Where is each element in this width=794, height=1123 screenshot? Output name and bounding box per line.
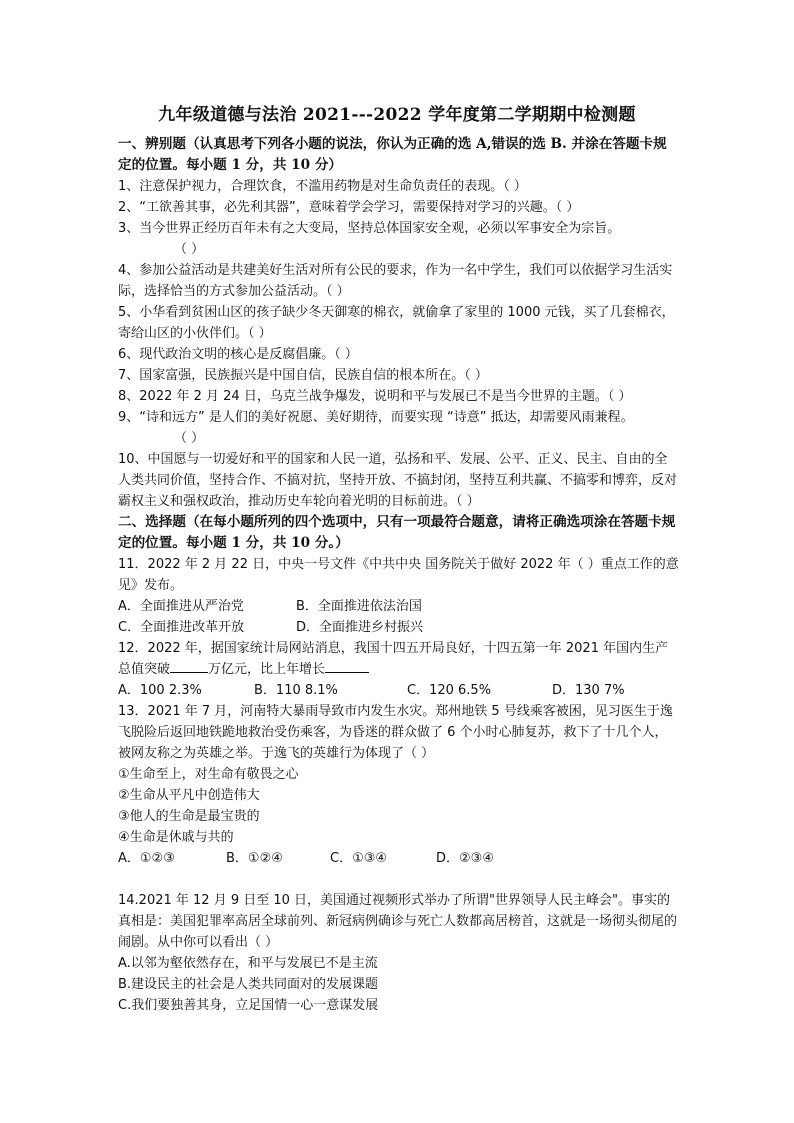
question-8: 8、2022 年 2 月 24 日，乌克兰战争爆发，说明和平与发展已不是当今世界的主题。（ ） xyxy=(118,389,632,404)
option-a: A．①②③ xyxy=(118,851,175,866)
question-6: 6、现代政治文明的核心是反腐倡廉。（ ） xyxy=(118,347,358,362)
question-11: 11．2022 年 2 月 22 日，中央一号文件《中共中央 国务院关于做好 2022 年（ ）重点工作的意见》发布。 xyxy=(118,557,679,593)
question-4: 4、参加公益活动是共建美好生活对所有公民的要求，作为一名中学生，我们可以依据学习生活实际，选择恰当的方式参加公益活动。（ ） xyxy=(118,263,673,299)
answer-blank xyxy=(170,659,208,673)
option-a: A．100 2.3% xyxy=(118,683,202,698)
statement-2: ②生命从平凡中创造伟大 xyxy=(118,788,260,803)
question-10: 10、中国愿与一切爱好和平的国家和人民一道，弘扬和平、发展、公平、正义、民主、自由的全人类共同价值，坚持合作、不搞对抗，坚持开放、不搞封闭，坚持互利共赢、不搞零和博弈，反对霸权主义和强权政治，推动历史车轮向着光明的目标前进。（ ） xyxy=(118,452,678,509)
section1-heading: 一、辨别题（认真思考下列各小题的说法，你认为正确的选 A,错误的选 B. 并涂在答题卡规定的位置。每小题 1 分，共 10 分） xyxy=(118,136,667,173)
question-13: 13．2021 年 7 月，河南特大暴雨导致市内发生水灾。郑州地铁 5 号线乘客被困，见习医生于逸飞脱险后返回地铁跪地救治受伤乘客，为昏迷的群众做了 6 个小时心肺复苏，救下了十几个人，被网友称之为英雄之举。于逸飞的英雄行为体现了（ ） xyxy=(118,704,673,761)
question-7: 7、国家富强，民族振兴是中国自信，民族自信的根本所在。（ ） xyxy=(118,368,488,383)
option-b: B．全面推进依法治国 xyxy=(296,599,422,614)
option-c: C．①③④ xyxy=(330,851,388,866)
question-3: 3、当今世界正经历百年未有之大变局，坚持总体国家安全观，必须以军事安全为宗旨。 xyxy=(118,221,621,236)
question-11-options-row1 xyxy=(118,596,680,617)
question-2: 2、“工欲善其事，必先利其器”，意味着学会学习，需要保持对学习的兴趣。（ ） xyxy=(118,200,580,215)
question-3-answer-paren: （ ） xyxy=(174,242,205,257)
option-c: C.我们要独善其身，立足国情一心一意谋发展 xyxy=(118,998,379,1013)
option-b: B．①②④ xyxy=(226,851,283,866)
answer-blank xyxy=(325,659,369,673)
spacer xyxy=(118,869,680,890)
question-12-options xyxy=(118,680,680,701)
statement-4: ④生命是休戚与共的 xyxy=(118,830,234,845)
option-b: B.建设民主的社会是人类共同面对的发展课题 xyxy=(118,977,379,992)
question-12-stem-b: 万亿元，比上年增长 xyxy=(208,662,326,677)
option-a: A.以邻为壑依然存在，和平与发展已不是主流 xyxy=(118,956,378,971)
question-14: 14.2021 年 12 月 9 日至 10 日，美国通过视频形式举办了所谓"世界领导人民主峰会"。事实的真相是：美国犯罪率高居全球前列、新冠病例确诊与死亡人数都高居榜首，这就是一场彻头彻尾的闹剧。从中你可以看出（ ） xyxy=(118,893,678,950)
question-13-options xyxy=(118,848,680,869)
statement-1: ①生命至上，对生命有敬畏之心 xyxy=(118,767,299,782)
question-5: 5、小华看到贫困山区的孩子缺少冬天御寒的棉衣，就偷拿了家里的 1000 元钱，买了几套棉衣，寄给山区的小伙伴们。（ ） xyxy=(118,305,675,341)
exam-content xyxy=(118,134,680,1016)
question-9: 9、“诗和远方” 是人们的美好祝愿、美好期待，而要实现 “诗意” 抵达，却需要风雨兼程。 xyxy=(118,410,634,425)
option-c: C．120 6.5% xyxy=(407,683,492,698)
statement-3: ③他人的生命是最宝贵的 xyxy=(118,809,260,824)
option-d: D．②③④ xyxy=(436,851,494,866)
question-1: 1、注意保护视力，合理饮食，不滥用药物是对生命负责任的表现。（ ） xyxy=(118,179,527,194)
option-d: D．130 7% xyxy=(552,683,625,698)
question-11-options-row2 xyxy=(118,617,680,638)
option-c: C．全面推进改革开放 xyxy=(118,620,245,635)
question-9-answer-paren: （ ） xyxy=(174,431,205,446)
page-title: 九年级道德与法治 2021---2022 学年度第二学期期中检测题 xyxy=(158,105,636,125)
section2-heading: 二、选择题（在每小题所列的四个选项中，只有一项最符合题意，请将正确选项涂在答题卡规定的位置。每小题 1 分，共 10 分。） xyxy=(118,514,676,551)
option-b: B．110 8.1% xyxy=(254,683,338,698)
question-12 xyxy=(118,638,680,680)
option-a: A．全面推进从严治党 xyxy=(118,599,244,614)
question-12-stem-a: 12．2022 年，据国家统计局网站消息，我国十四五开局良好，十四五第一年 2021 年国内生产总值突破 xyxy=(118,641,669,677)
option-d: D．全面推进乡村振兴 xyxy=(296,620,424,635)
